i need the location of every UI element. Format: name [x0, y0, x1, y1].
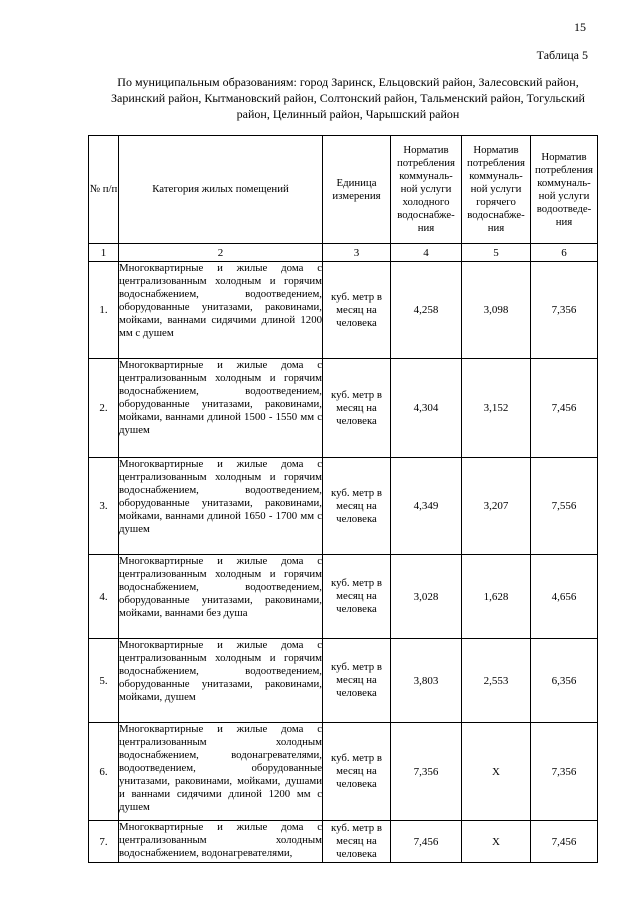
- column-number: 1: [89, 244, 119, 262]
- row-hot-water-norm: 1,628: [462, 555, 531, 639]
- row-drainage-norm: 7,456: [531, 821, 598, 863]
- row-drainage-norm: 7,356: [531, 723, 598, 821]
- row-unit: куб. метр в месяц на человека: [323, 359, 391, 458]
- col-header-hot-water: Норматив потребления коммуналь-ной услуги горячего водоснабже-ния: [462, 136, 531, 244]
- row-hot-water-norm: 3,207: [462, 458, 531, 555]
- row-drainage-norm: 6,356: [531, 639, 598, 723]
- row-cold-water-norm: 3,803: [391, 639, 462, 723]
- column-number: 5: [462, 244, 531, 262]
- row-category: Многоквартирные и жилые дома с централизованным холодным и горячим водоснабжением, водоотведением, оборудованные унитазами, раковинами, мойками, ваннами без душа: [119, 555, 323, 639]
- column-number: 4: [391, 244, 462, 262]
- row-number: 7.: [89, 821, 119, 863]
- row-number: 4.: [89, 555, 119, 639]
- row-unit: куб. метр в месяц на человека: [323, 821, 391, 863]
- row-unit: куб. метр в месяц на человека: [323, 723, 391, 821]
- row-category: Многоквартирные и жилые дома с централизованным холодным и горячим водоснабжением, водоотведением, оборудованные унитазами, раковинами, мойками, ваннами сидячими длиной 1200 мм с душем: [119, 262, 323, 359]
- row-cold-water-norm: 4,258: [391, 262, 462, 359]
- row-drainage-norm: 4,656: [531, 555, 598, 639]
- row-number: 2.: [89, 359, 119, 458]
- table-row: [89, 359, 598, 458]
- table-row: [89, 262, 598, 359]
- row-number: 5.: [89, 639, 119, 723]
- row-drainage-norm: 7,356: [531, 262, 598, 359]
- row-category: Многоквартирные и жилые дома с централизованным холодным и горячим водоснабжением, водоотведением, оборудованные унитазами, раковинами, мойками, душем: [119, 639, 323, 723]
- page-number: 15: [574, 20, 586, 34]
- table-label: Таблица 5: [536, 48, 588, 62]
- row-number: 1.: [89, 262, 119, 359]
- col-header-cold-water: Норматив потребления коммуналь-ной услуги холодного водоснабже-ния: [391, 136, 462, 244]
- table-row: [89, 458, 598, 555]
- row-category: Многоквартирные и жилые дома с централизованным холодным водоснабжением, водонагревателями, водоотведением, оборудованные унитазами, раковинами, мойками, душами и ваннами сидячими длиной 1200 мм с душем: [119, 723, 323, 821]
- row-unit: куб. метр в месяц на человека: [323, 555, 391, 639]
- row-hot-water-norm: 3,098: [462, 262, 531, 359]
- row-category: Многоквартирные и жилые дома с централизованным холодным и горячим водоснабжением, водоотведением, оборудованные унитазами, раковинами, мойками, ваннами длиной 1650 - 1700 мм с душем: [119, 458, 323, 555]
- row-cold-water-norm: 7,456: [391, 821, 462, 863]
- col-header-drainage: Норматив потребления коммуналь-ной услуги водоотведе-ния: [531, 136, 598, 244]
- row-cold-water-norm: 4,304: [391, 359, 462, 458]
- row-cold-water-norm: 7,356: [391, 723, 462, 821]
- table-row: [89, 555, 598, 639]
- col-header-unit: Единица измерения: [323, 136, 391, 244]
- col-header-category: Категория жилых помещений: [119, 136, 323, 244]
- column-number: 6: [531, 244, 598, 262]
- row-number: 3.: [89, 458, 119, 555]
- row-drainage-norm: 7,456: [531, 359, 598, 458]
- row-cold-water-norm: 4,349: [391, 458, 462, 555]
- row-hot-water-norm: 2,553: [462, 639, 531, 723]
- row-cold-water-norm: 3,028: [391, 555, 462, 639]
- row-number: 6.: [89, 723, 119, 821]
- row-drainage-norm: 7,556: [531, 458, 598, 555]
- column-number: 3: [323, 244, 391, 262]
- row-unit: куб. метр в месяц на человека: [323, 262, 391, 359]
- row-unit: куб. метр в месяц на человека: [323, 639, 391, 723]
- row-category: Многоквартирные и жилые дома с централизованным холодным и горячим водоснабжением, водоотведением, оборудованные унитазами, раковинами, мойками, ваннами длиной 1500 - 1550 мм с душем: [119, 359, 323, 458]
- table-row: [89, 723, 598, 821]
- row-hot-water-norm: X: [462, 723, 531, 821]
- column-number: 2: [119, 244, 323, 262]
- col-header-num: № п/п: [89, 136, 119, 244]
- table-heading: По муниципальным образованиям: город Заринск, Ельцовский район, Залесовский район, Заринский район, Кытмановский район, Солтонский район, Тальменский район, Тогульский район, Целинный район, Чарышский район: [111, 75, 585, 121]
- norms-table: [88, 135, 598, 863]
- table-row: [89, 821, 598, 863]
- header-row: [89, 136, 598, 244]
- column-number-row: [89, 244, 598, 262]
- row-hot-water-norm: X: [462, 821, 531, 863]
- table-row: [89, 639, 598, 723]
- row-hot-water-norm: 3,152: [462, 359, 531, 458]
- row-category: Многоквартирные и жилые дома с централизованным холодным водоснабжением, водонагревателями,: [119, 821, 323, 863]
- row-unit: куб. метр в месяц на человека: [323, 458, 391, 555]
